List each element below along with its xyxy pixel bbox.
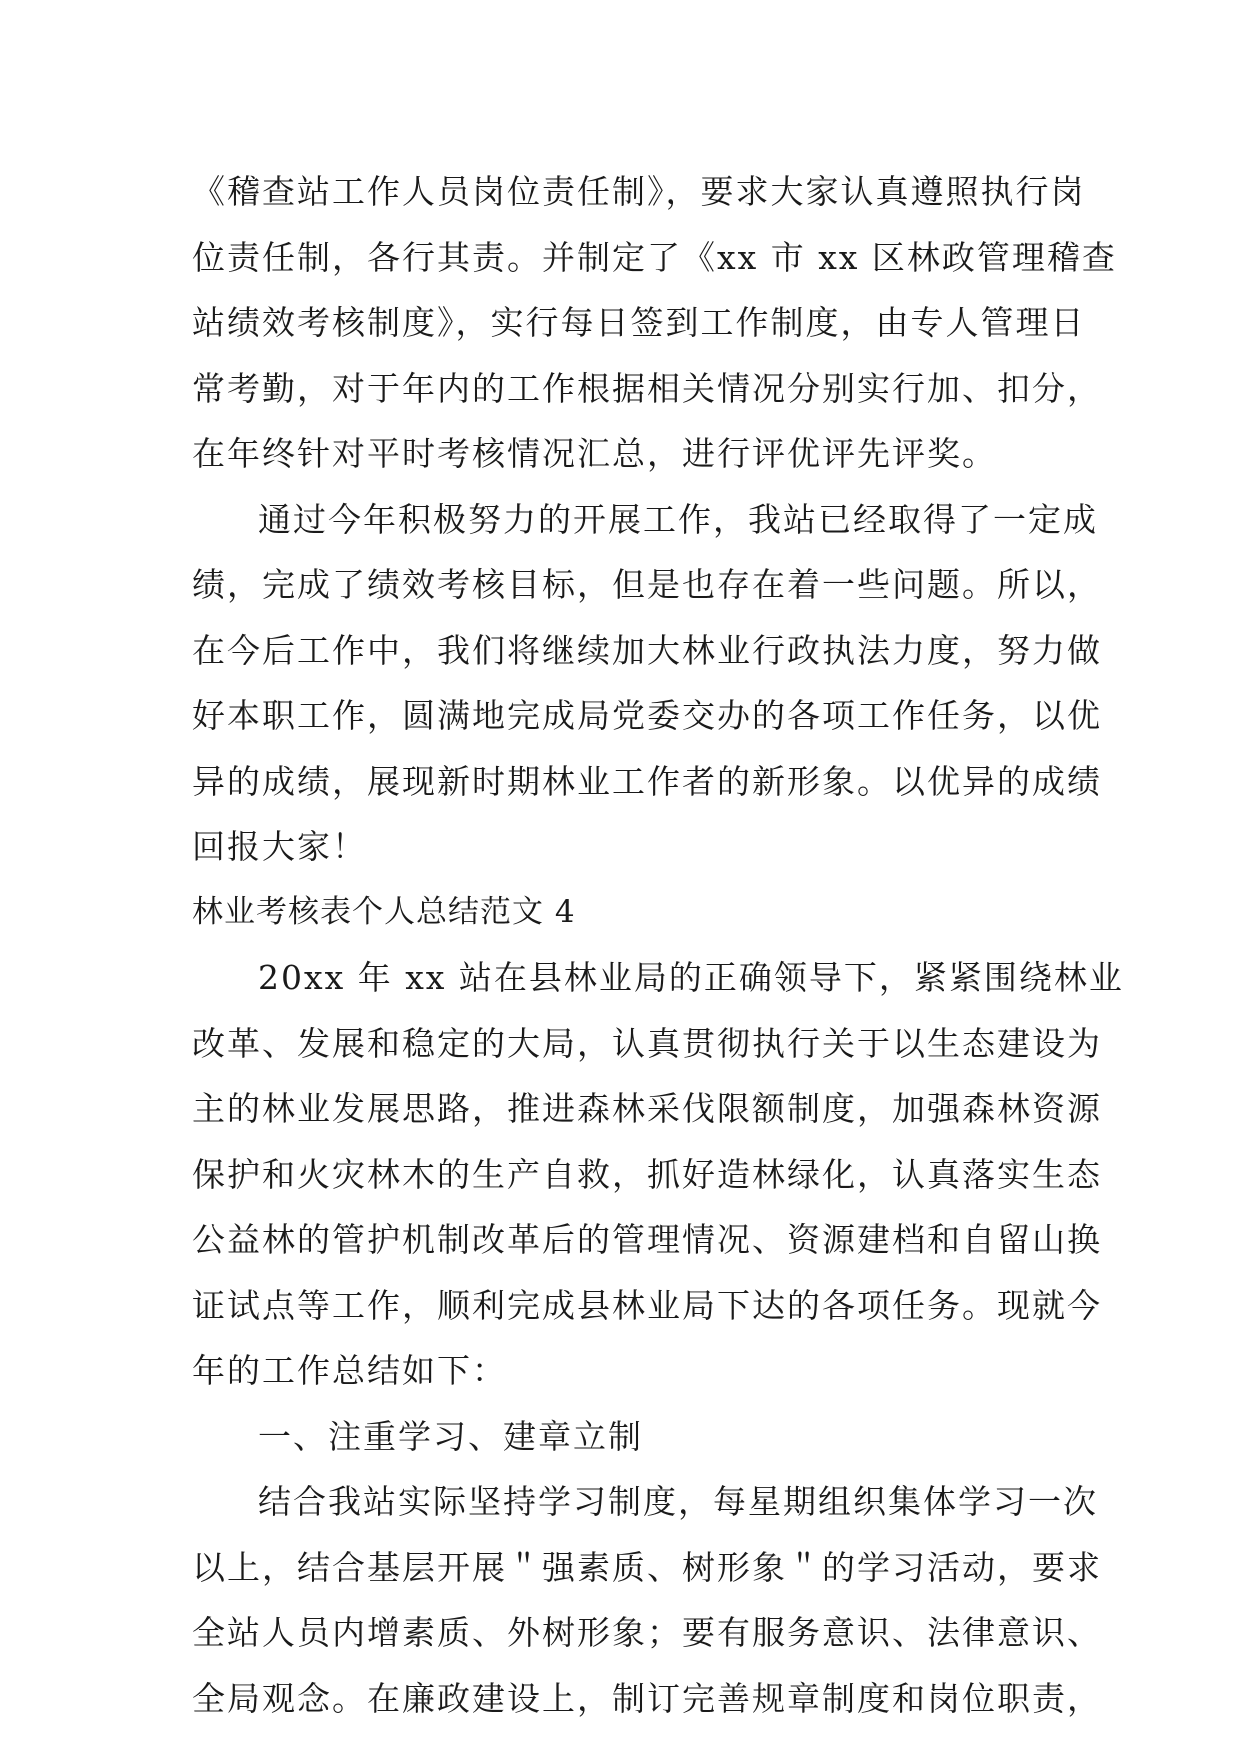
paragraph-line: 全站人员内增素质、外树形象；要有服务意识、法律意识、 xyxy=(192,1613,1102,1652)
paragraph-line: 位责任制，各行其责。并制定了《xx 市 xx 区林政管理稽查 xyxy=(192,237,1117,277)
document-body xyxy=(192,159,1124,1731)
paragraph-line: 通过今年积极努力的开展工作，我站已经取得了一定成 xyxy=(258,499,1098,539)
paragraph-line: 好本职工作，圆满地完成局党委交办的各项工作任务，以优 xyxy=(192,696,1102,735)
paragraph-line: 20xx 年 xx 站在县林业局的正确领导下，紧紧围绕林业 xyxy=(258,958,1124,997)
paragraph-line: 结合我站实际坚持学习制度，每星期组织集体学习一次 xyxy=(258,1482,1098,1521)
paragraph-line: 保护和火灾林木的生产自救，抓好造林绿化，认真落实生态 xyxy=(192,1154,1102,1194)
paragraph-line: 年的工作总结如下： xyxy=(192,1351,507,1390)
paragraph-line: 在今后工作中，我们将继续加大林业行政执法力度，努力做 xyxy=(192,630,1102,670)
paragraph-line: 异的成绩，展现新时期林业工作者的新形象。以优异的成绩 xyxy=(192,761,1102,801)
paragraph-line: 常考勤，对于年内的工作根据相关情况分别实行加、扣分， xyxy=(192,368,1102,408)
paragraph-line: 全局观念。在廉政建设上，制订完善规章制度和岗位职责， xyxy=(192,1678,1102,1718)
paragraph-line: 公益林的管护机制改革后的管理情况、资源建档和自留山换 xyxy=(192,1220,1102,1259)
paragraph-line: 站绩效考核制度》，实行每日签到工作制度，由专人管理日 xyxy=(192,303,1086,342)
paragraph-line: 以上，结合基层开展＂强素质、树形象＂的学习活动，要求 xyxy=(192,1547,1102,1587)
paragraph-line: 绩，完成了绩效考核目标，但是也存在着一些问题。所以， xyxy=(192,565,1102,604)
paragraph-line: 改革、发展和稳定的大局，认真贯彻执行关于以生态建设为 xyxy=(192,1023,1102,1063)
paragraph-line: 《稽查站工作人员岗位责任制》，要求大家认真遵照执行岗 xyxy=(192,172,1086,211)
subsection-title: 一、注重学习、建章立制 xyxy=(258,1416,643,1456)
section-heading: 林业考核表个人总结范文 4 xyxy=(192,893,576,930)
paragraph-line: 主的林业发展思路，推进森林采伐限额制度，加强森林资源 xyxy=(192,1089,1102,1128)
paragraph-line: 在年终针对平时考核情况汇总，进行评优评先评奖。 xyxy=(192,434,997,473)
paragraph-line: 证试点等工作，顺利完成县林业局下达的各项任务。现就今 xyxy=(192,1285,1102,1325)
paragraph-line: 回报大家！ xyxy=(192,827,367,866)
